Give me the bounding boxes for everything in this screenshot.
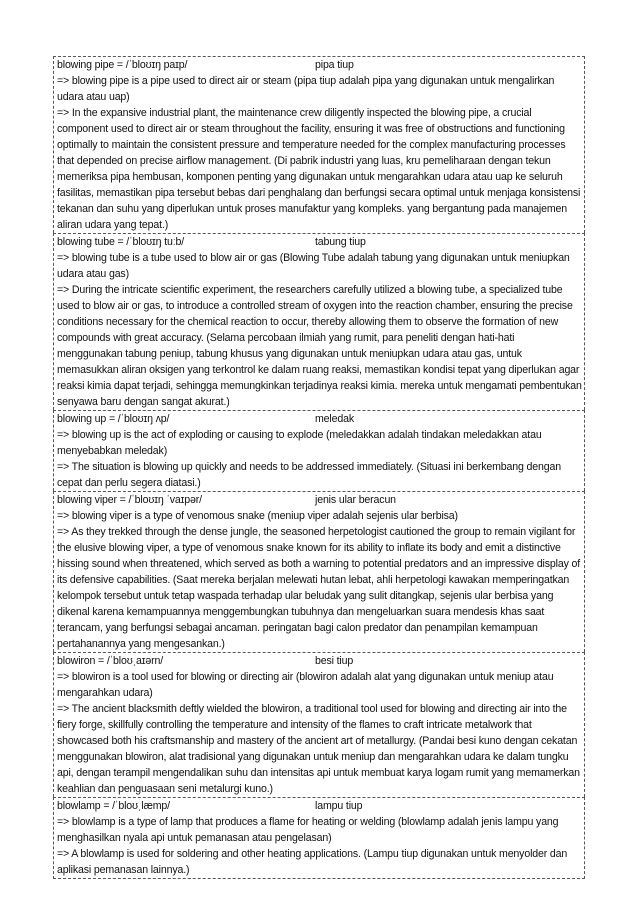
vocabulary-sheet [53, 56, 585, 879]
translation: tabung tiup [315, 236, 366, 248]
definition: => blowing tube is a tube used to blow air or gas (Blowing Tube adalah tabung yang digunakan untuk meniupkan udara atau gas) [57, 252, 570, 280]
entry-blowing-pipe [53, 56, 585, 233]
entry-blowing-tube [53, 233, 585, 410]
example: => A blowlamp is used for soldering and other heating applications. (Lampu tiup digunakan untuk menyolder dan aplikasi pemanasan lainnya.) [57, 848, 568, 876]
entry-heading [57, 411, 582, 427]
example: => In the expansive industrial plant, the maintenance crew diligently inspected the blowing pipe, a crucial component used to direct air or steam throughout the facility, ensuring it was free of obstructions and functioning optimally to maintain the consistent pressure and temperature needed for the complex manufacturing processes that depended on precise airflow management. (Di pabrik industri yang luas, kru pemeliharaan dengan tekun memeriksa pipa hembusan, komponen penting yang digunakan untuk mengarahkan udara atau uap ke seluruh fasilitas, memastikan pipa tersebut bebas dari penghalang dan berfungsi secara optimal untuk menjaga konsistensi tekanan dan suhu yang diperlukan untuk proses manufaktur yang kompleks. yang bergantung pada manajemen aliran udara yang tepat.) [57, 107, 581, 231]
headword: blowing viper = /ˈbloʊɪŋ ˈvaɪpər/ [57, 494, 202, 506]
entry-heading [57, 234, 582, 250]
definition: => blowiron is a tool used for blowing or directing air (blowiron adalah alat yang digunakan untuk meniup atau mengarahkan udara) [57, 671, 554, 699]
example: => The ancient blacksmith deftly wielded the blowiron, a traditional tool used for blowing and directing air into the fiery forge, skillfully controlling the temperature and intensity of the flames to craft intricate metalwork that showcased both his craftsmanship and mastery of the ancient art of metallurgy. (Pandai besi kuno dengan cekatan menggunakan blowiron, alat tradisional yang digunakan untuk meniup dan mengarahkan udara ke dalam tungku api, dengan terampil mengendalikan suhu dan intensitas api untuk membuat karya logam rumit yang memamerkan keahlian dan penguasaan seni metalurgi kuno.) [57, 703, 580, 795]
definition: => blowing up is the act of exploding or causing to explode (meledakkan adalah tindakan meledakkan atau menyebabkan meledak) [57, 429, 542, 457]
entry-heading [57, 653, 582, 669]
example: => During the intricate scientific experiment, the researchers carefully utilized a blowing tube, a specialized tube used to blow air or gas, to introduce a controlled stream of oxygen into the reaction chamber, ensuring the precise conditions necessary for the chemical reaction to occur, thereby allowing them to observe the formation of new compounds with great accuracy. (Selama percobaan ilmiah yang rumit, para peneliti dengan hati-hati menggunakan tabung peniup, tabung khusus yang digunakan untuk meniupkan udara atau gas, untuk memasukkan aliran oksigen yang terkontrol ke dalam ruang reaksi, memastikan kondisi tepat yang diperlukan agar reaksi kimia dapat terjadi, sehingga memungkinkan terjadinya reaksi kimia. mereka untuk mengamati pembentukan senyawa baru dengan sangat akurat.) [57, 284, 582, 408]
entry-heading [57, 492, 582, 508]
headword: blowing pipe = /ˈbloʊɪŋ paɪp/ [57, 59, 188, 71]
headword: blowing up = /ˈbloʊɪŋ ʌp/ [57, 413, 170, 425]
entry-heading [57, 57, 582, 73]
definition: => blowing viper is a type of venomous snake (meniup viper adalah sejenis ular berbisa) [57, 510, 458, 522]
translation: meledak [315, 413, 354, 425]
entry-blowlamp [53, 797, 585, 879]
translation: besi tiup [315, 655, 354, 667]
entry-blowiron [53, 652, 585, 797]
example: => As they trekked through the dense jungle, the seasoned herpetologist cautioned the group to remain vigilant for the elusive blowing viper, a type of venomous snake known for its ability to inflate its body and emit a distinctive hissing sound when threatened, which served as both a warning to potential predators and an impressive display of its defensive capabilities. (Saat mereka berjalan melewati hutan lebat, ahli herpetologi kawakan memperingatkan kelompok tersebut untuk tetap waspada terhadap ular beludak yang sulit ditangkap, sejenis ular berbisa yang dikenal karena kemampuannya menggembungkan tubuhnya dan mengeluarkan suara mendesis khas saat terancam, yang berfungsi sebagai ancaman. peringatan bagi calon predator dan penampilan kemampuan pertahanannya yang mengesankan.) [57, 526, 581, 650]
example: => The situation is blowing up quickly and needs to be addressed immediately. (Situasi ini berkembang dengan cepat dan perlu segera diatasi.) [57, 461, 561, 489]
headword: blowiron = /ˈbloʊˌaɪərn/ [57, 655, 163, 667]
translation: pipa tiup [315, 59, 354, 71]
definition: => blowlamp is a type of lamp that produces a flame for heating or welding (blowlamp adalah jenis lampu yang menghasilkan nyala api untuk pemanasan atau pengelasan) [57, 816, 559, 844]
definition: => blowing pipe is a pipe used to direct air or steam (pipa tiup adalah pipa yang digunakan untuk mengalirkan udara atau uap) [57, 75, 555, 103]
headword: blowlamp = /ˈbloʊˌlæmp/ [57, 800, 170, 812]
entry-heading [57, 798, 582, 814]
entry-blowing-viper [53, 491, 585, 652]
translation: lampu tiup [315, 800, 363, 812]
headword: blowing tube = /ˈbloʊɪŋ tuːb/ [57, 236, 185, 248]
entry-blowing-up [53, 410, 585, 491]
translation: jenis ular beracun [315, 494, 396, 506]
